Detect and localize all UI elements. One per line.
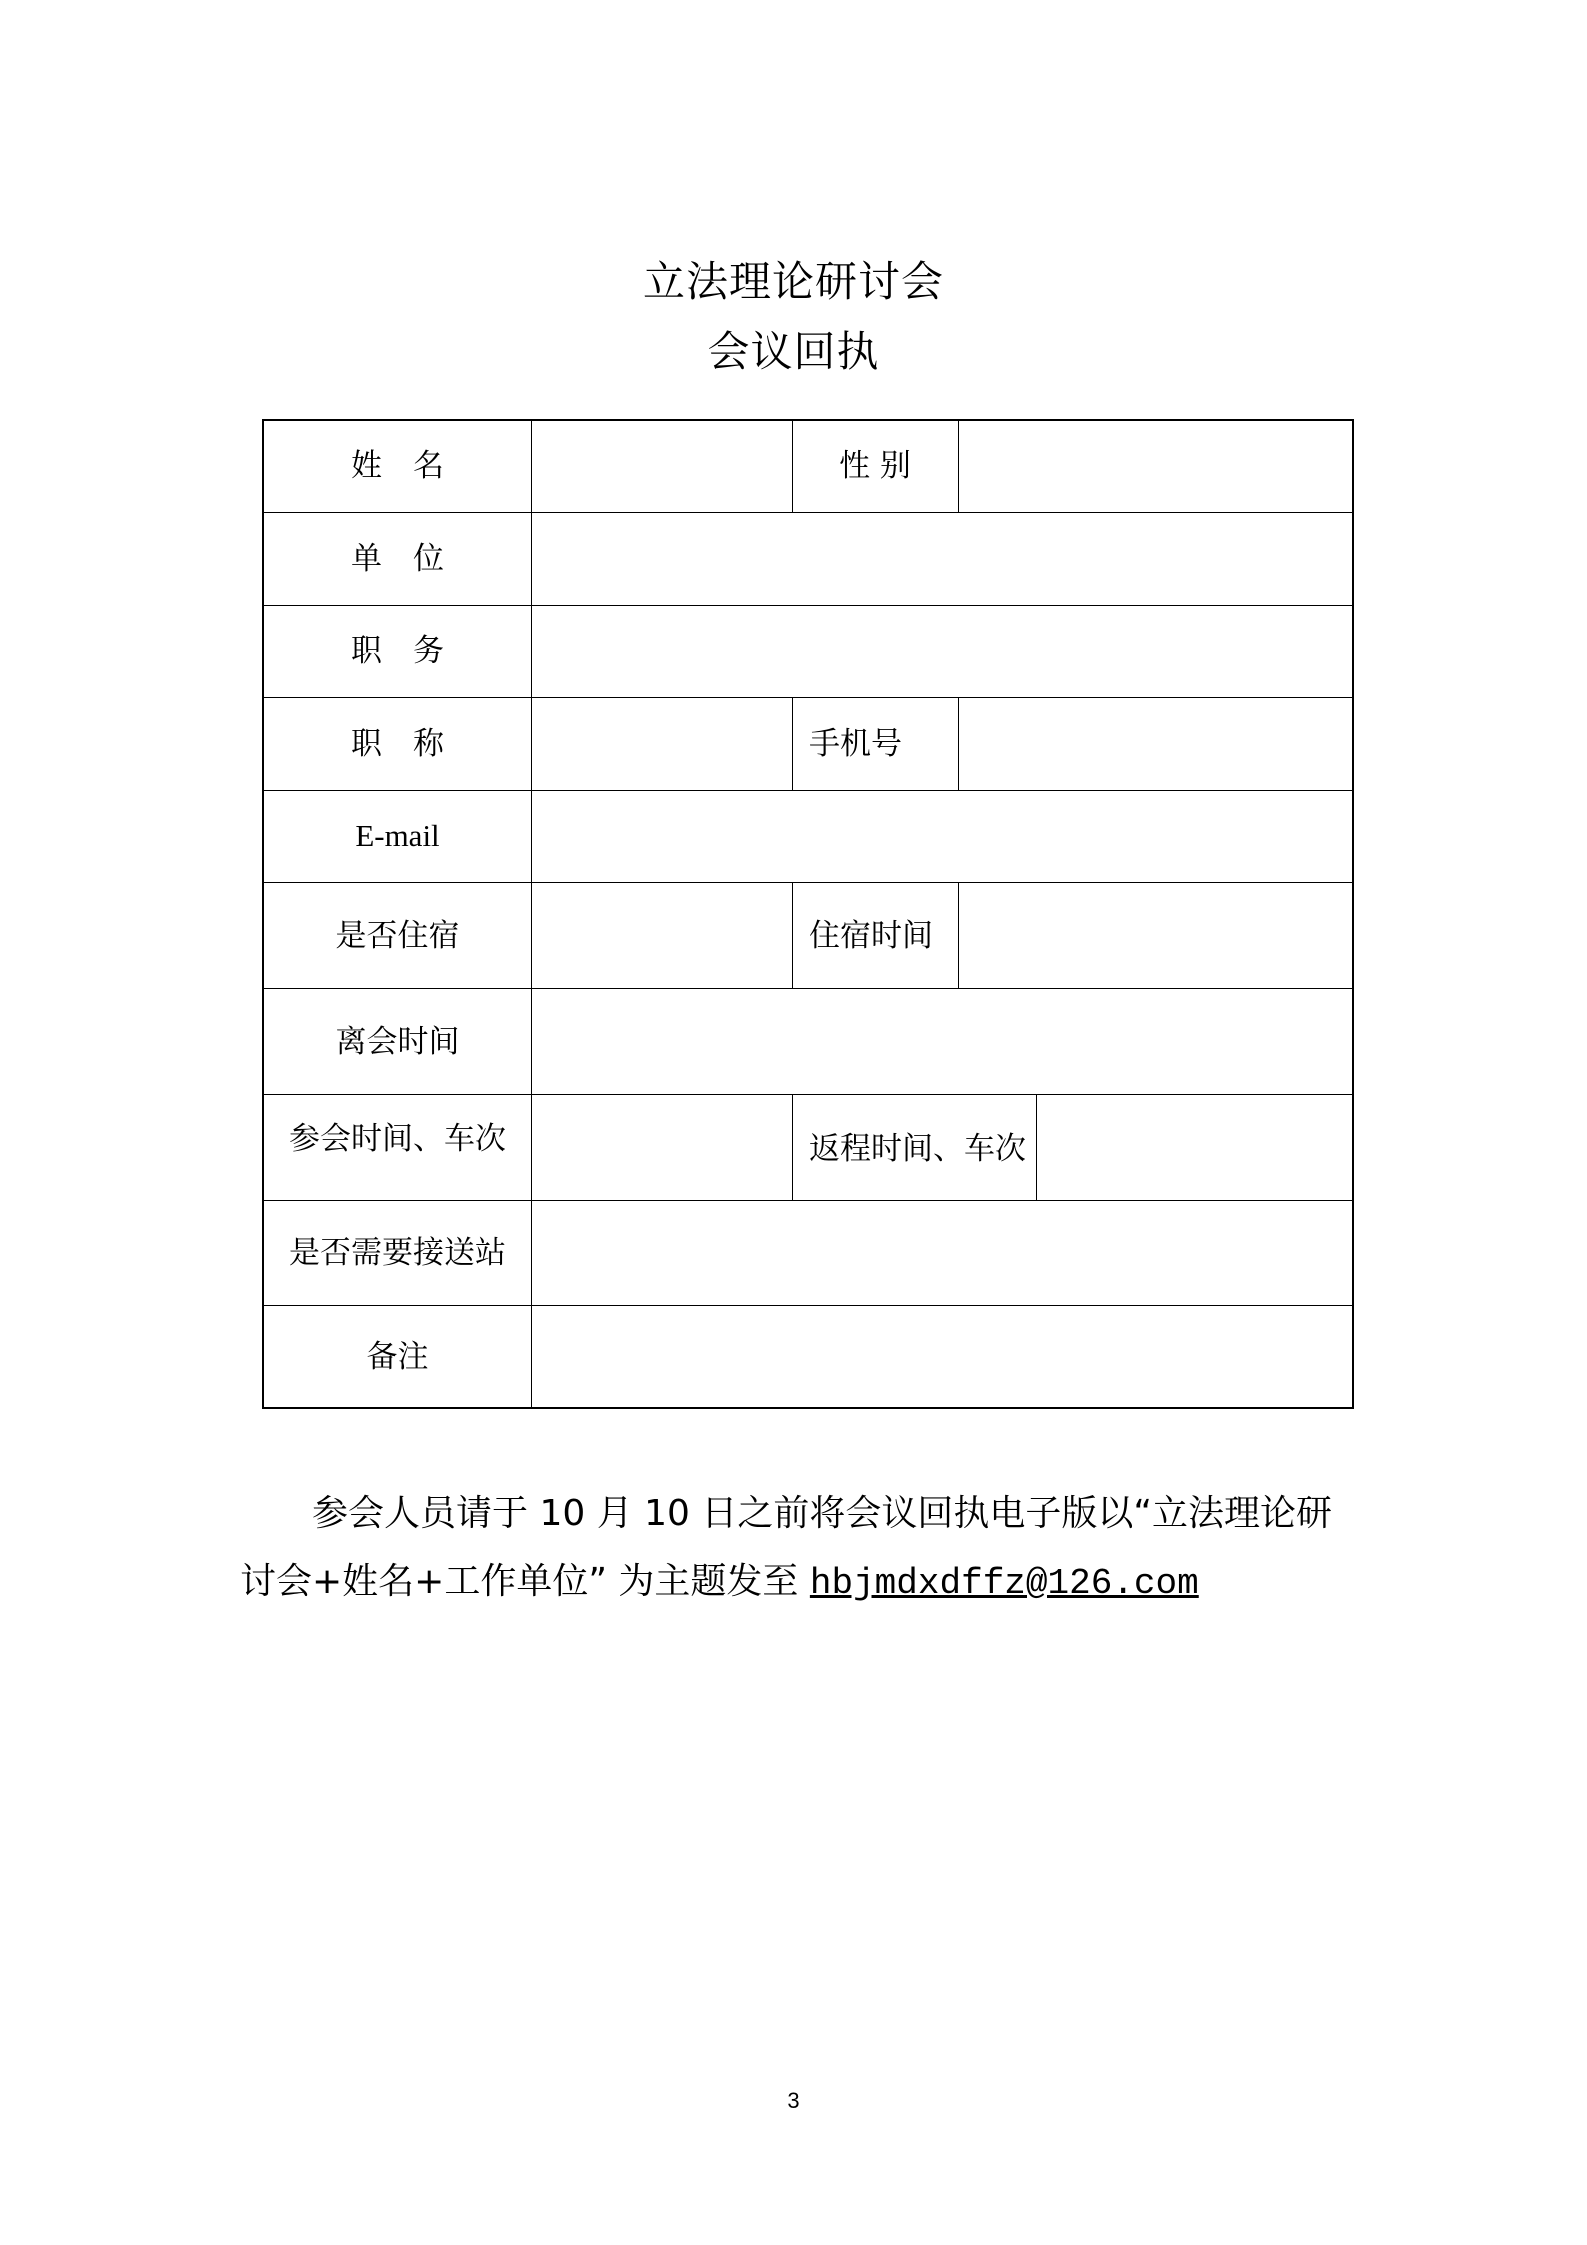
notice-line-2	[240, 1562, 1360, 1604]
document-subtitle: 会议回执	[707, 327, 880, 376]
duty-label: 职 务	[351, 633, 444, 669]
row-divider	[264, 605, 1352, 606]
unit-label: 单 位	[351, 541, 444, 577]
column-divider	[958, 421, 959, 512]
arrival-time-train-field[interactable]	[533, 1096, 791, 1200]
departure-time-label: 离会时间	[335, 1024, 460, 1060]
accommodation-time-label: 住宿时间	[809, 918, 933, 954]
row-divider	[264, 1305, 1352, 1306]
column-divider	[958, 882, 959, 988]
column-divider	[792, 1094, 793, 1200]
station-pickup-field[interactable]	[533, 1202, 1352, 1305]
professional-title-field[interactable]	[533, 699, 791, 790]
document-title: 立法理论研讨会	[642, 257, 944, 306]
row-divider	[264, 882, 1352, 883]
duty-field[interactable]	[533, 607, 1352, 697]
column-divider	[1036, 1094, 1037, 1200]
return-time-train-label: 返程时间、车次	[809, 1131, 1026, 1167]
row-divider	[264, 1094, 1352, 1095]
return-time-train-field[interactable]	[1038, 1096, 1352, 1200]
arrival-time-train-label: 参会时间、车次	[289, 1121, 506, 1157]
accommodation-label: 是否住宿	[335, 918, 460, 954]
row-divider	[264, 790, 1352, 791]
row-divider	[264, 512, 1352, 513]
row-divider	[264, 1200, 1352, 1201]
station-pickup-label: 是否需要接送站	[289, 1235, 506, 1271]
gender-label: 性 别	[839, 448, 911, 484]
name-label: 姓 名	[351, 448, 444, 484]
page-number: 3	[787, 2088, 800, 2113]
phone-label: 手机号	[809, 726, 902, 762]
accommodation-time-field[interactable]	[960, 884, 1352, 988]
phone-field[interactable]	[960, 699, 1352, 790]
email-field[interactable]	[533, 792, 1352, 882]
remarks-field[interactable]	[533, 1307, 1352, 1407]
professional-title-label: 职 称	[351, 726, 444, 762]
email-label: E-mail	[355, 818, 440, 853]
email-link[interactable]: hbjmdxdffz@126.com	[809, 1563, 1199, 1604]
remarks-label: 备注	[366, 1339, 429, 1375]
gender-field[interactable]	[960, 421, 1352, 512]
reply-form-table	[262, 419, 1354, 1409]
column-divider	[792, 697, 793, 790]
column-divider	[792, 882, 793, 988]
column-divider	[958, 697, 959, 790]
departure-time-field[interactable]	[533, 990, 1352, 1094]
notice-line-2-text: 讨会+姓名+工作单位” 为主题发至	[240, 1561, 810, 1602]
unit-field[interactable]	[533, 514, 1352, 605]
notice-line-1: 参会人员请于 10 月 10 日之前将会议回执电子版以“立法理论研	[312, 1493, 1333, 1534]
column-divider	[531, 421, 532, 1407]
name-field[interactable]	[533, 421, 791, 512]
row-divider	[264, 988, 1352, 989]
row-divider	[264, 697, 1352, 698]
accommodation-field[interactable]	[533, 884, 791, 988]
